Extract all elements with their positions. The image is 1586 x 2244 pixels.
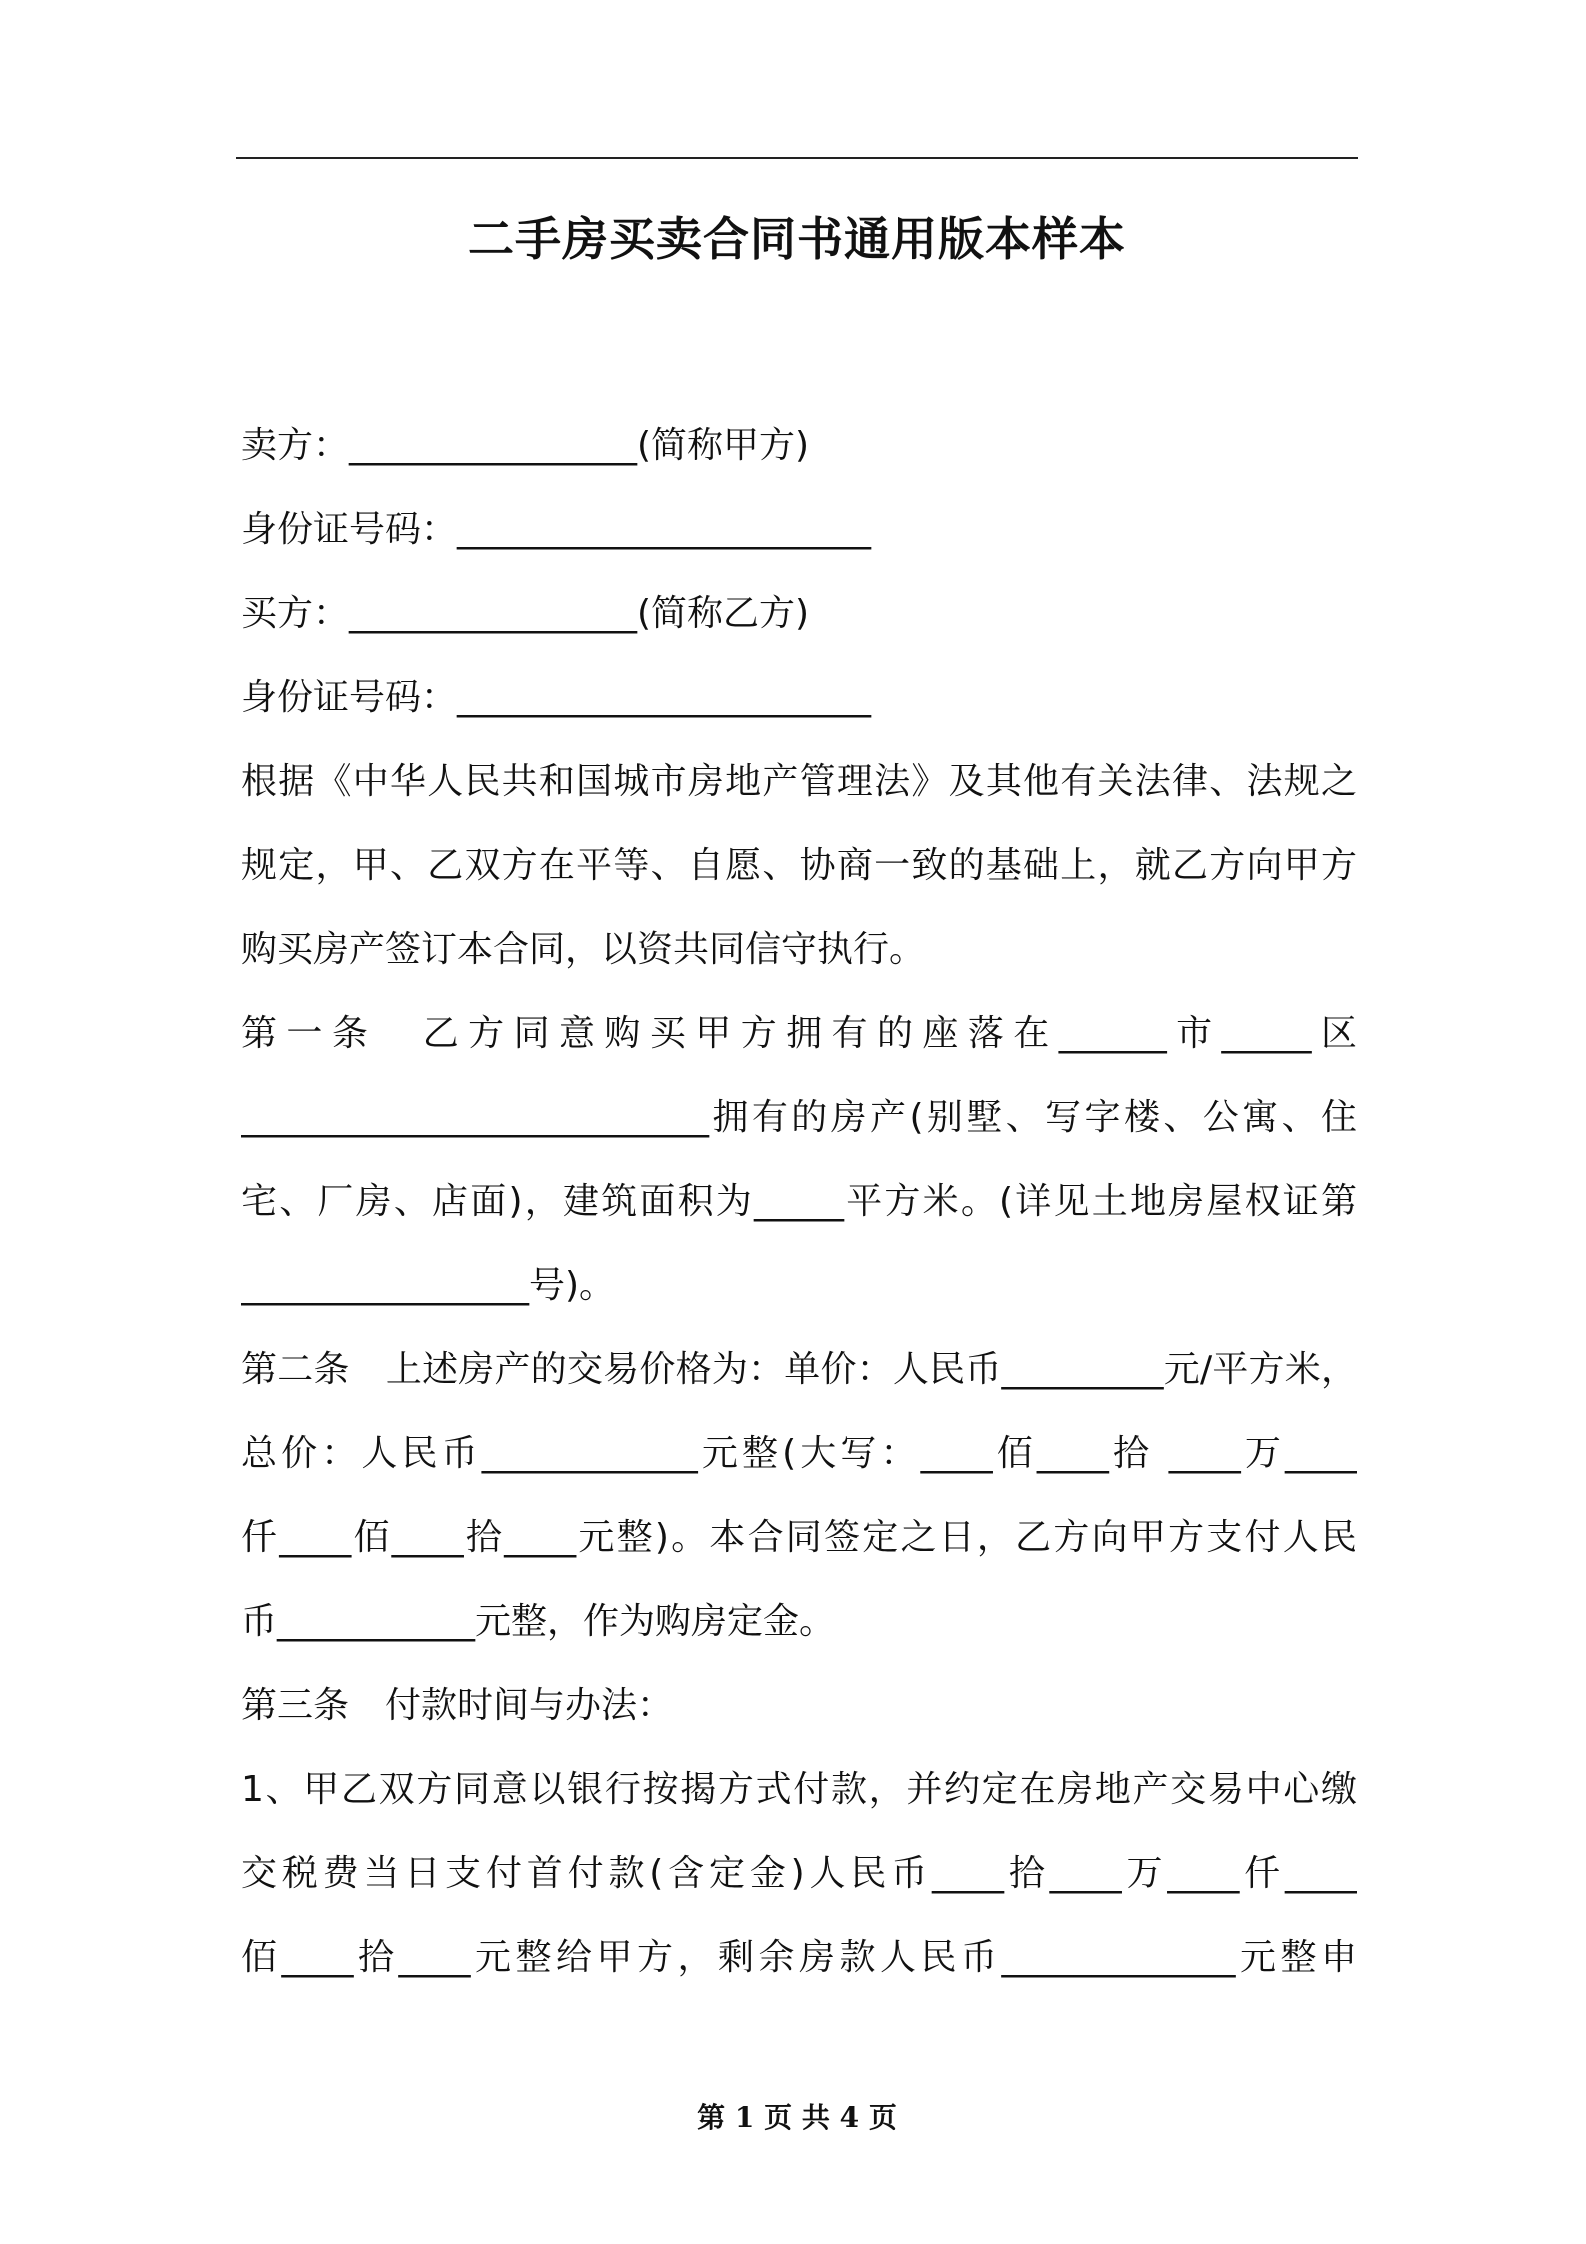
preamble-line-3: 购买房产签订本合同，以资共同信守执行。 — [241, 929, 926, 970]
header-rule — [236, 157, 1358, 159]
article-1-line-4: ________________号)。 — [241, 1265, 616, 1306]
buyer-id-line: 身份证号码：_______________________ — [241, 677, 872, 718]
article-2-line-2: 总价：人民币____________元整(大写：____佰____拾 ____万____ — [241, 1433, 1357, 1474]
article-3-item-1-line-1: 1、甲乙双方同意以银行按揭方式付款，并约定在房地产交易中心缴 — [241, 1769, 1357, 1810]
buyer-line: 买方：________________(简称乙方) — [241, 593, 810, 634]
seller-id-line: 身份证号码：_______________________ — [241, 509, 872, 550]
article-1-line-2: __________________________拥有的房产(别墅、写字楼、公寓、住 — [241, 1097, 1357, 1138]
seller-line: 卖方：________________(简称甲方) — [241, 425, 810, 466]
article-1-line-1: 第一条 乙方同意购买甲方拥有的座落在______市_____区 — [241, 1013, 1357, 1054]
article-1-line-3: 宅、厂房、店面)，建筑面积为_____平方米。(详见土地房屋权证第 — [241, 1181, 1357, 1222]
article-2-line-3: 仟____佰____拾____元整)。本合同签定之日，乙方向甲方支付人民 — [241, 1517, 1357, 1558]
preamble-line-2: 规定，甲、乙双方在平等、自愿、协商一致的基础上，就乙方向甲方 — [241, 845, 1357, 886]
contract-body — [241, 404, 1357, 2000]
article-2-line-4: 币___________元整，作为购房定金。 — [241, 1601, 836, 1642]
article-3-heading: 第三条 付款时间与办法： — [241, 1685, 674, 1726]
preamble-line-1: 根据《中华人民共和国城市房地产管理法》及其他有关法律、法规之 — [241, 761, 1357, 802]
page-number-footer: 第 1 页 共 4 页 — [697, 2101, 897, 2134]
article-3-item-1-line-2: 交税费当日支付首付款(含定金)人民币____拾____万____仟____ — [241, 1853, 1357, 1894]
article-3-item-1-line-3: 佰____拾____元整给甲方，剩余房款人民币_____________元整申 — [241, 1937, 1357, 1978]
document-title: 二手房买卖合同书通用版本样本 — [468, 212, 1126, 266]
article-2-line-1: 第二条 上述房产的交易价格为：单价：人民币_________元/平方米， — [241, 1349, 1357, 1390]
